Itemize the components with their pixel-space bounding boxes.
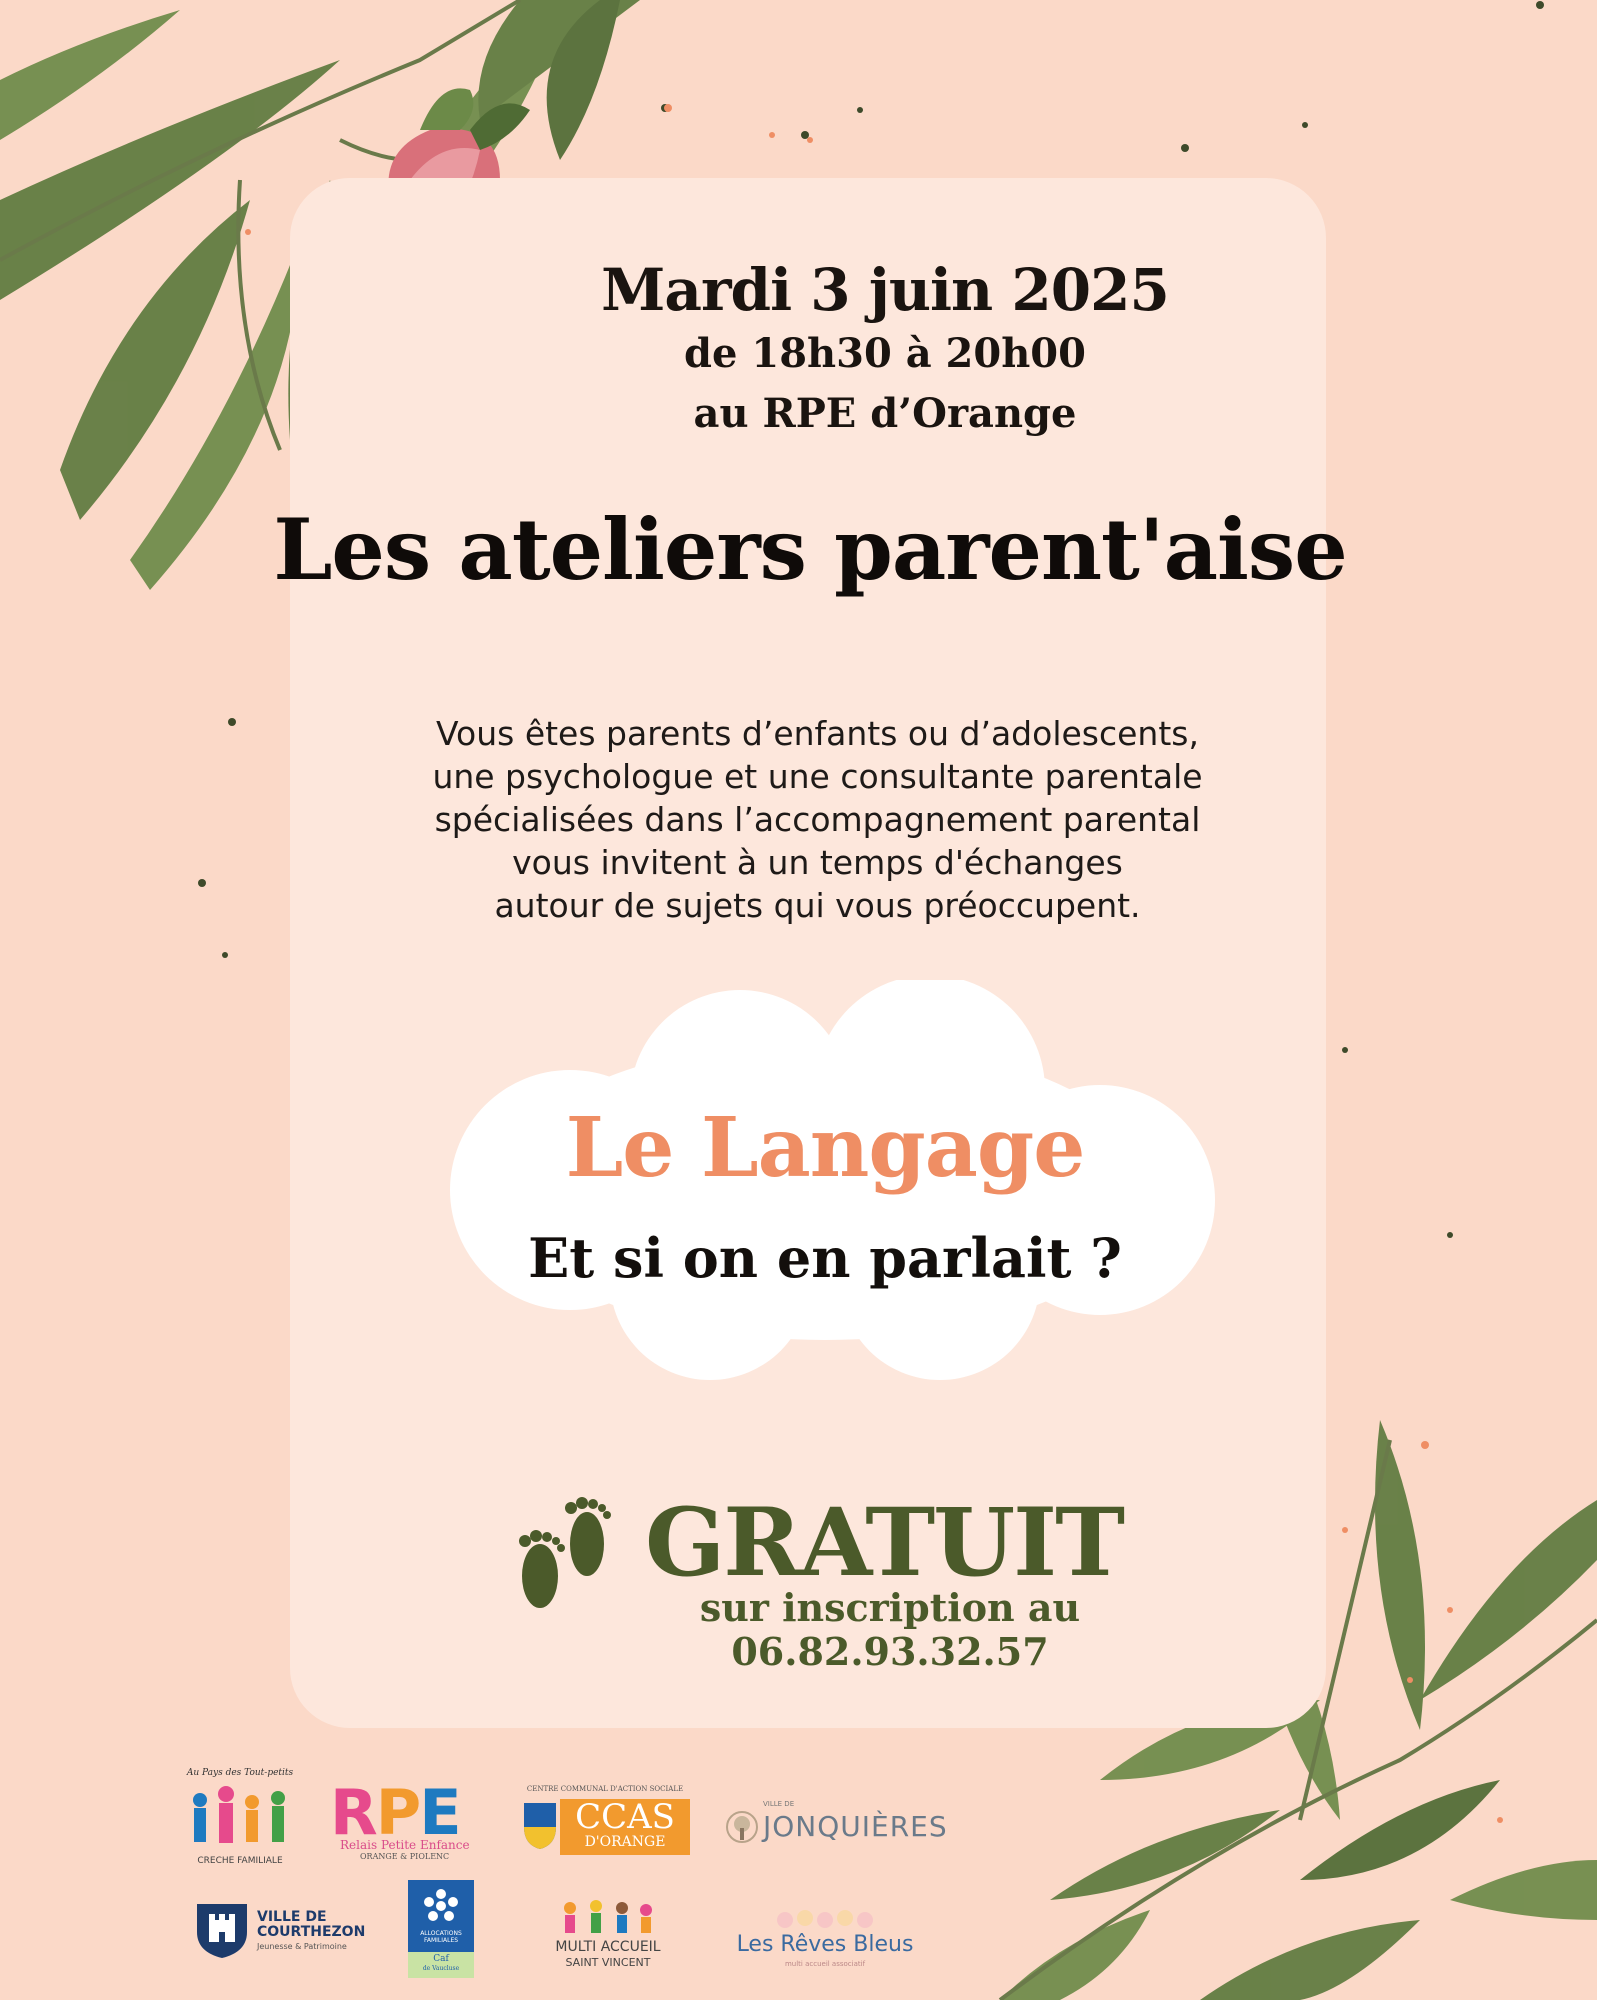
castle-shield-icon bbox=[195, 1902, 249, 1960]
jonquieres-small: VILLE DE bbox=[763, 1800, 795, 1808]
caf-text bbox=[408, 1930, 474, 1944]
ccas-top: CENTRE COMMUNAL D'ACTION SOCIALE bbox=[526, 1785, 684, 1793]
event-place: au RPE d’Orange bbox=[693, 390, 1077, 437]
rpe-sub: ORANGE & PIOLENC bbox=[360, 1852, 450, 1861]
ccas-big: CCAS bbox=[575, 1797, 675, 1837]
logo-rpe bbox=[330, 1776, 480, 1862]
courthezon-line2: COURTHEZON bbox=[257, 1924, 366, 1940]
caf-line2: FAMILIALES bbox=[423, 1937, 459, 1944]
free-label: GRATUIT bbox=[645, 1488, 1124, 1598]
logo-creche-familiale bbox=[180, 1768, 300, 1868]
tree-icon bbox=[725, 1810, 759, 1844]
description-line: une psychologue et une consultante parentale bbox=[432, 757, 1203, 796]
logo-caf bbox=[408, 1880, 474, 1978]
children-figures-icon bbox=[186, 1784, 294, 1854]
reves-name: Les Rêves Bleus bbox=[736, 1932, 914, 1957]
rpe-mark: RPE bbox=[330, 1776, 460, 1849]
description-line: spécialisées dans l’accompagnement parental bbox=[434, 800, 1201, 839]
courthezon-sub: Jeunesse & Patrimoine bbox=[257, 1942, 347, 1951]
theme-title: Le Langage bbox=[565, 1100, 1085, 1196]
caf-family-icon bbox=[421, 1886, 461, 1926]
jonquieres-name: JONQUIÈRES bbox=[763, 1810, 948, 1843]
shield-icon bbox=[522, 1801, 558, 1851]
description-line: Vous êtes parents d’enfants ou d’adolescents, bbox=[436, 714, 1199, 753]
logo-ccas bbox=[520, 1785, 690, 1860]
multi-line1: MULTI ACCUEIL bbox=[555, 1939, 661, 1955]
ccas-box bbox=[560, 1799, 690, 1855]
reves-sub: multi accueil associatif bbox=[784, 1960, 866, 1968]
courthezon-line1: VILLE DE bbox=[257, 1909, 327, 1925]
rpe-name: Relais Petite Enfance bbox=[340, 1838, 470, 1852]
ccas-small: D'ORANGE bbox=[584, 1834, 666, 1850]
creche-label: CRECHE FAMILIALE bbox=[197, 1856, 283, 1866]
kids-playing-icon bbox=[558, 1900, 658, 1938]
courthezon-name bbox=[257, 1910, 365, 1940]
signup-phone: 06.82.93.32.57 bbox=[731, 1629, 1049, 1674]
logo-courthezon bbox=[195, 1900, 365, 1962]
multi-line2: SAINT VINCENT bbox=[565, 1956, 651, 1969]
signup-info bbox=[640, 1586, 1140, 1674]
creche-script: Au Pays des Tout-petits bbox=[186, 1768, 294, 1778]
theme-subtitle: Et si on en parlait ? bbox=[528, 1226, 1122, 1290]
description-line: autour de sujets qui vous préoccupent. bbox=[494, 886, 1141, 925]
caf-sub: de Vaucluse bbox=[422, 1965, 460, 1972]
caf-name: Caf bbox=[433, 1954, 449, 1964]
signup-text: sur inscription au bbox=[699, 1585, 1081, 1630]
caf-line1: ALLOCATIONS bbox=[420, 1930, 462, 1937]
page-title: Les ateliers parent'aise bbox=[273, 500, 1347, 599]
footprints-icon bbox=[505, 1496, 625, 1621]
logo-jonquieres bbox=[725, 1800, 948, 1860]
logo-reves-bleus bbox=[735, 1908, 915, 1968]
caf-bottom bbox=[408, 1952, 474, 1978]
multi-text bbox=[548, 1940, 668, 1970]
event-time: de 18h30 à 20h00 bbox=[684, 330, 1086, 377]
faces-icon bbox=[775, 1908, 875, 1930]
description bbox=[300, 712, 1335, 927]
event-date: Mardi 3 juin 2025 bbox=[601, 256, 1169, 324]
description-line: vous invitent à un temps d'échanges bbox=[512, 843, 1123, 882]
logo-multi-accueil bbox=[548, 1900, 668, 1978]
